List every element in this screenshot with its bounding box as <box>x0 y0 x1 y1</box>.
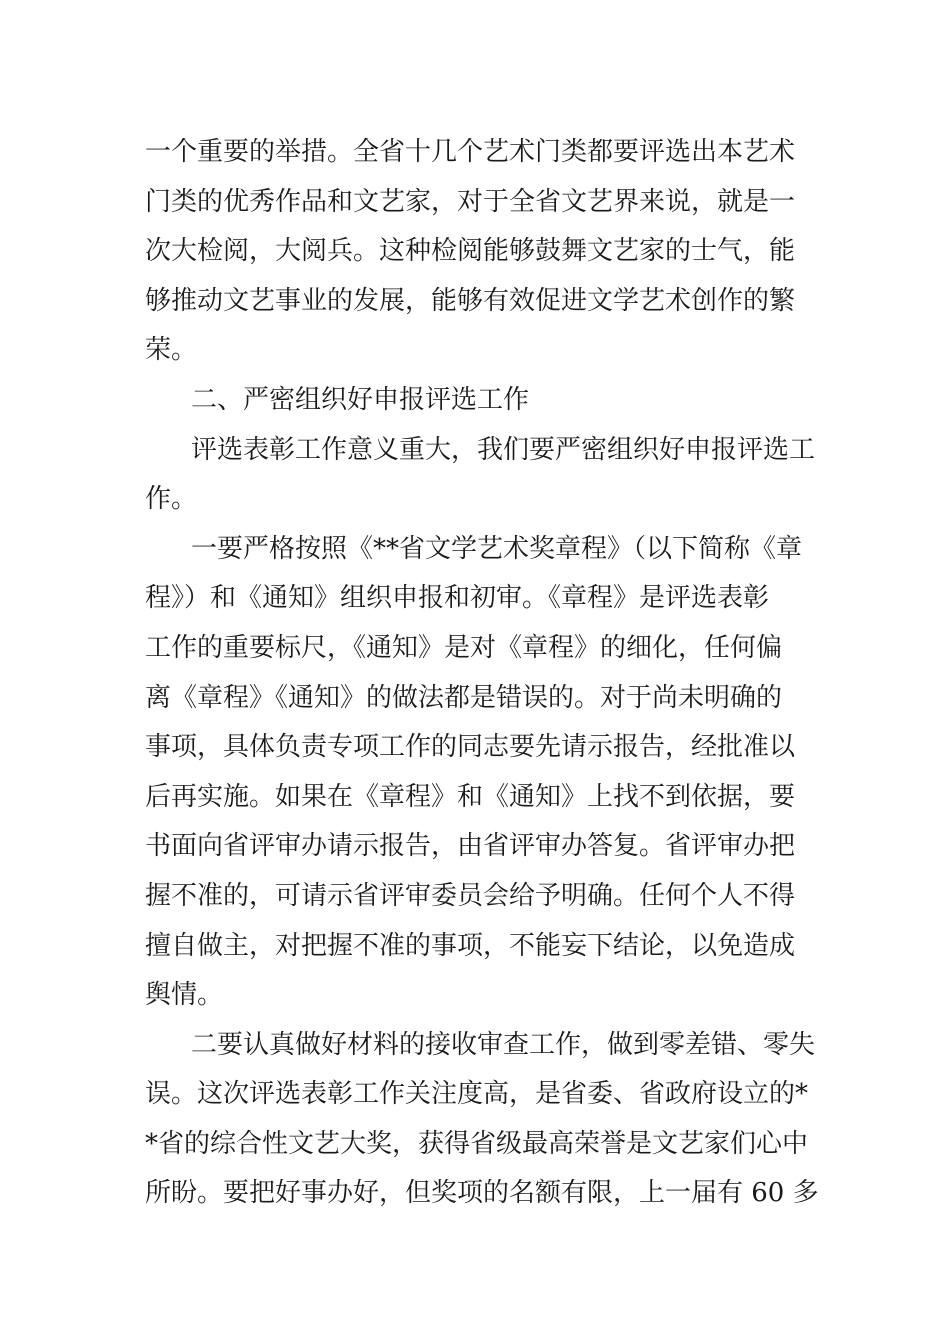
text-line: 作。 <box>145 484 198 515</box>
document-body <box>145 128 819 1219</box>
text-line: 误。这次评选表彰工作关注度高，是省委、省政府设立的* <box>145 1079 809 1110</box>
text-line: 一个重要的举措。全省十几个艺术门类都要评选出本艺术 <box>145 137 796 167</box>
text-line: 擅自做主，对把握不准的事项，不能妄下结论，以免造成 <box>145 930 796 961</box>
text-line: *省的综合性文艺大奖，获得省级最高荣誉是文艺家们心中 <box>145 1128 809 1159</box>
text-line: 事项，具体负责专项工作的同志要先请示报告，经批准以 <box>145 732 796 763</box>
text-line: 舆情。 <box>145 980 224 1011</box>
text-line: 一要严格按照《**省文学艺术奖章程》（以下简称《章 <box>191 533 803 564</box>
text-line: 二要认真做好材料的接收审查工作，做到零差错、零失 <box>191 1029 816 1060</box>
text-line: 握不准的，可请示省评审委员会给予明确。任何个人不得 <box>145 880 796 911</box>
section-heading: 二、严密组织好申报评选工作 <box>191 384 530 415</box>
text-line: 够推动文艺事业的发展，能够有效促进文学艺术创作的繁 <box>145 285 796 316</box>
text-line: 所盼。要把好事办好，但奖项的名额有限，上一届有 60 多 <box>145 1178 819 1209</box>
text-line: 书面向省评审办请示报告，由省评审办答复。省评审办把 <box>145 831 796 862</box>
text-line: 工作的重要标尺，《通知》是对《章程》的细化，任何偏 <box>145 632 783 663</box>
text-line: 次大检阅，大阅兵。这种检阅能够鼓舞文艺家的士气，能 <box>145 236 796 267</box>
text-line: 后再实施。如果在《章程》和《通知》上找不到依据，要 <box>145 781 796 812</box>
text-line: 门类的优秀作品和文艺家，对于全省文艺界来说，就是一 <box>145 186 796 217</box>
text-line: 评选表彰工作意义重大，我们要严密组织好申报评选工 <box>191 434 816 465</box>
text-line: 荣。 <box>145 335 198 366</box>
text-line: 程》）和《通知》组织申报和初审。《章程》是评选表彰 <box>145 583 770 614</box>
text-line: 离《章程》《通知》的做法都是错误的。对于尚未明确的 <box>145 682 783 713</box>
